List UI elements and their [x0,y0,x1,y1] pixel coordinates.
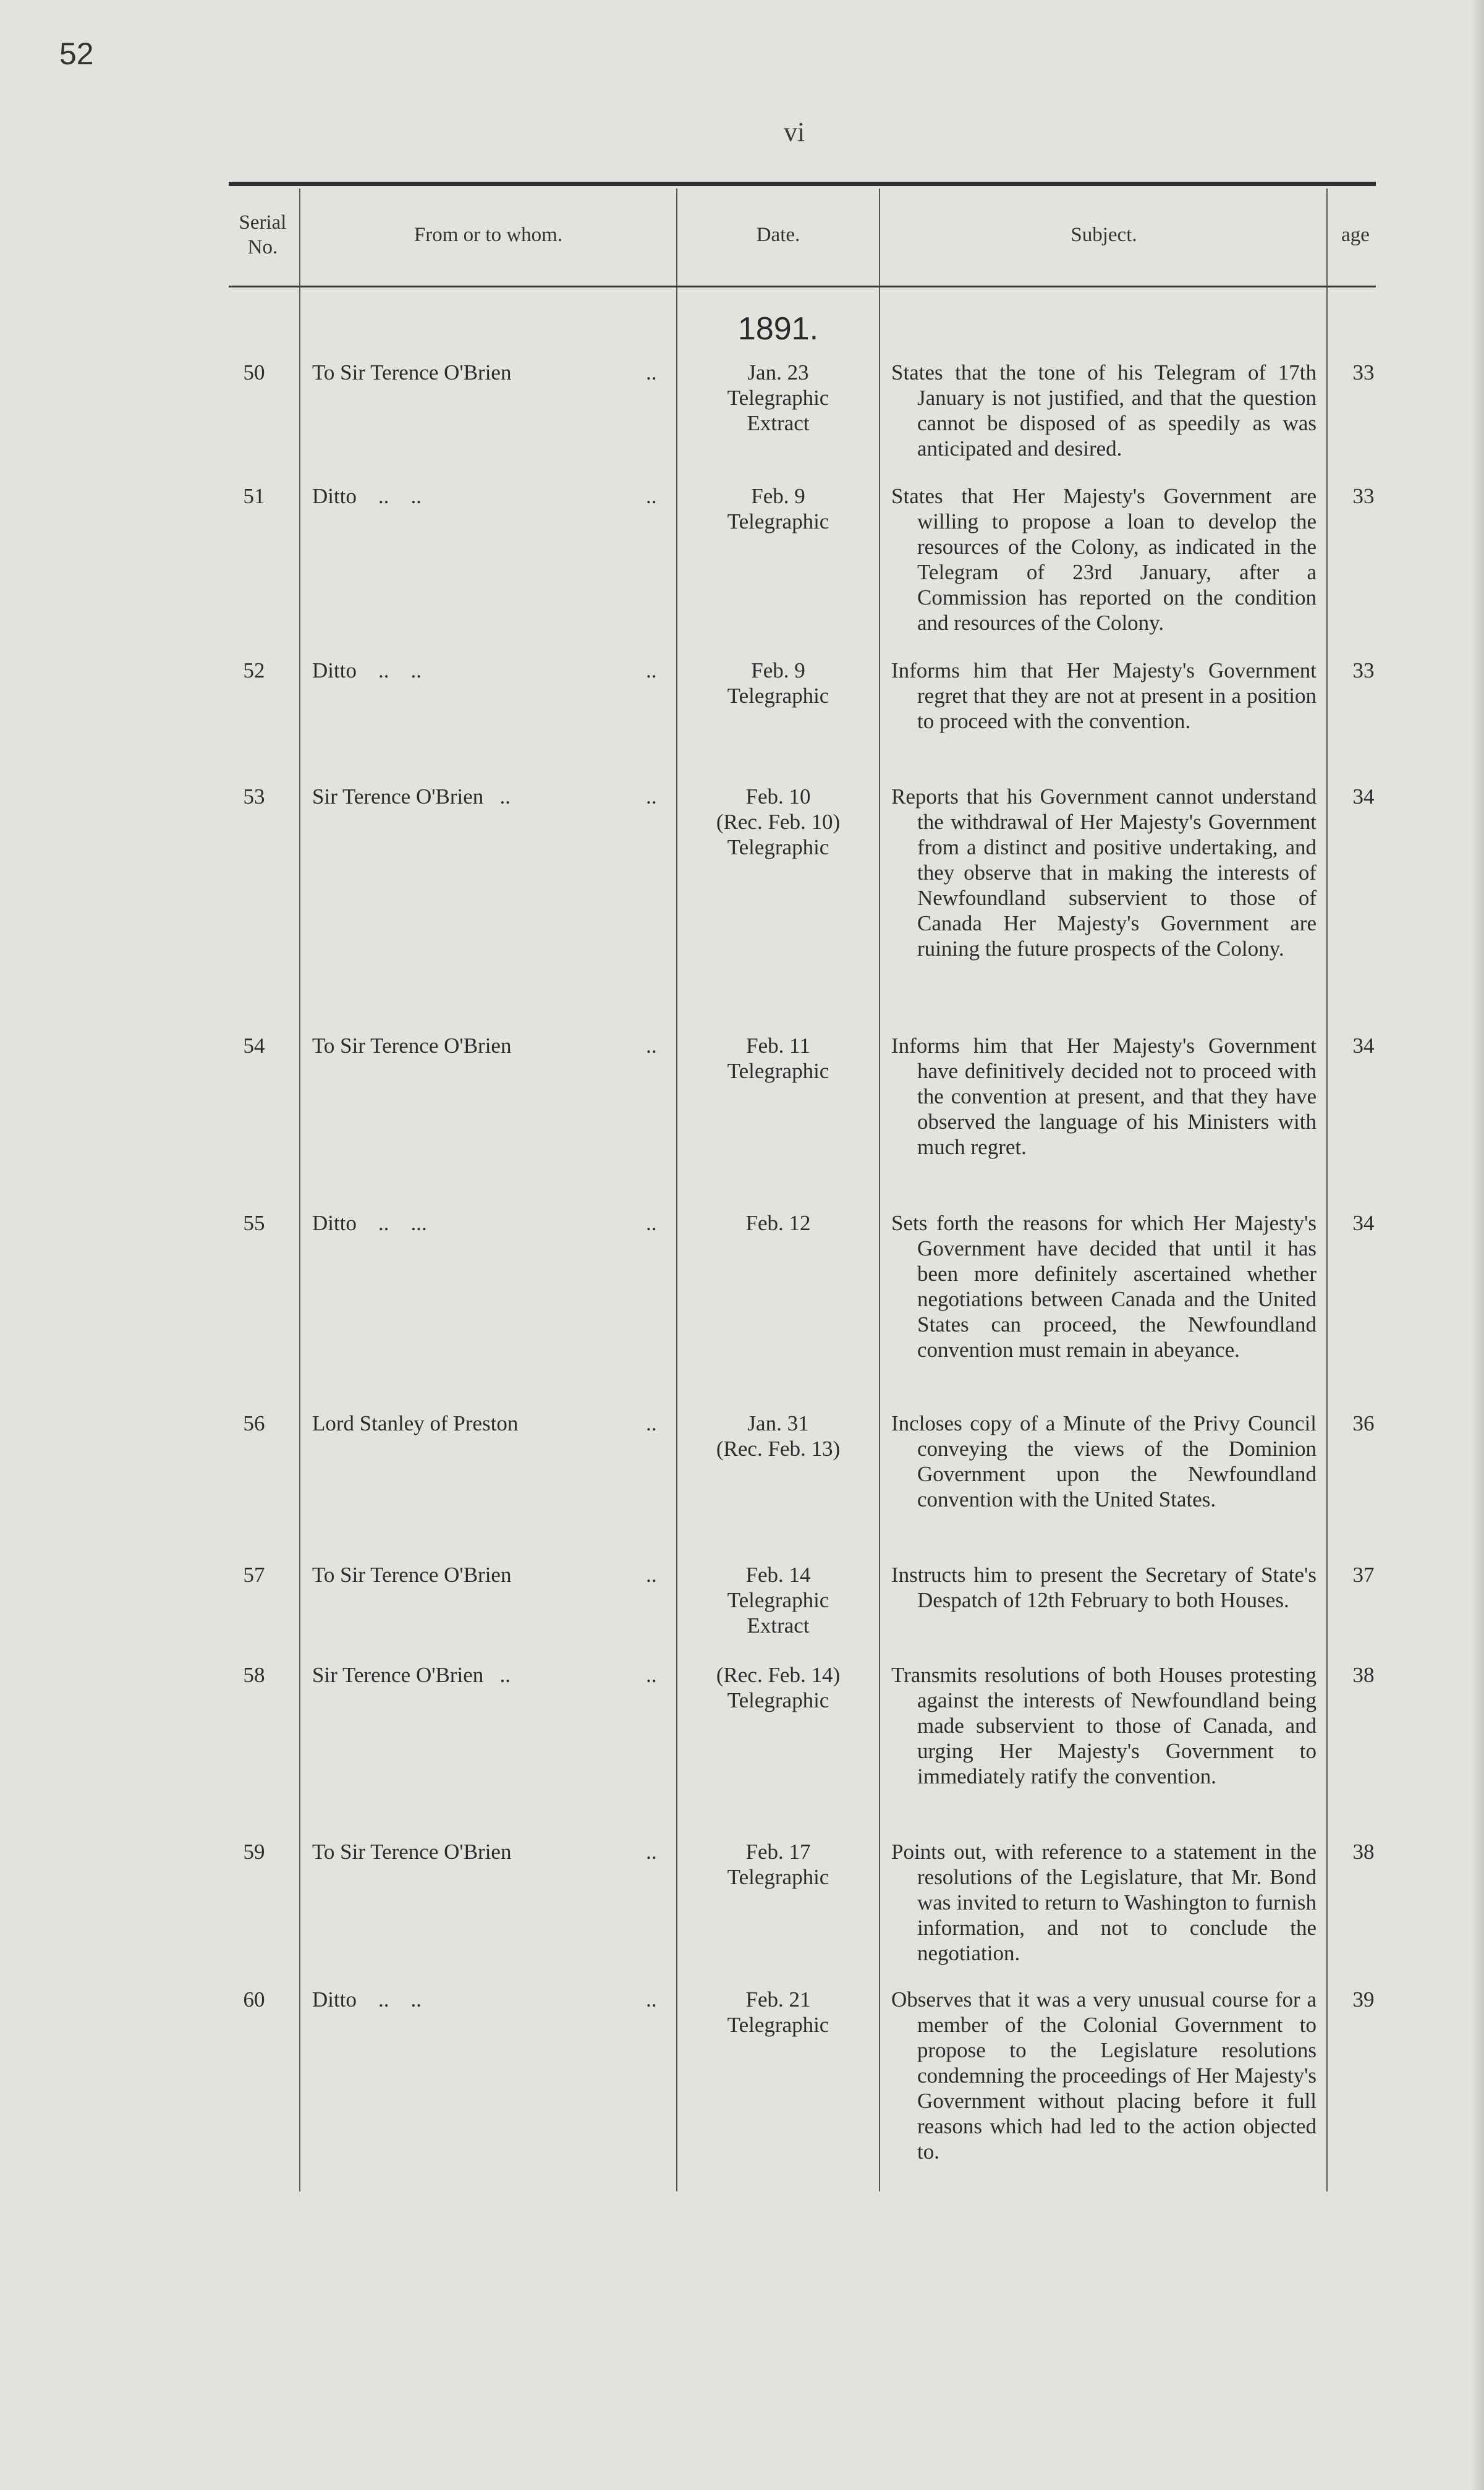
page-reference: 34 [1352,1211,1375,1235]
serial-number: 53 [243,784,265,809]
page-reference: 38 [1352,1663,1375,1687]
correspondent-name: Ditto .. .. [312,1987,422,2012]
subject-summary [891,1839,1317,1966]
column-divider-date [879,189,880,2191]
correspondent-name: Lord Stanley of Preston [312,1411,519,1435]
page-number: 52 [59,36,94,71]
subject-summary [891,1411,1317,1512]
letter-date: Feb. 10 (Rec. Feb. 10) Telegraphic [716,784,841,859]
correspondent-name: Sir Terence O'Brien .. [312,784,511,809]
subject-summary [891,1033,1317,1160]
correspondent [312,1411,657,1436]
leader-dots: .. [646,658,657,682]
leader-dots: .. [646,1663,657,1687]
correspondent-name: Sir Terence O'Brien .. [312,1663,511,1687]
leader-dots: .. [646,1987,657,2012]
correspondent [312,360,657,385]
page-reference: 34 [1352,1034,1375,1058]
subject-text: Informs him that Her Majesty's Government have definitively decided not to proceed with the convention at present, and that they have observed the language of his Ministers with much regret. [891,1034,1317,1159]
correspondent-name: To Sir Terence O'Brien [312,1840,512,1864]
subject-text: Transmits resolutions of both Houses protesting against the interests of Newfoundland being made subservient to those of Canada, and urging Her Majesty's Government to immediately ratify the convention. [891,1663,1317,1788]
subject-summary [891,1987,1317,2164]
letter-date: Feb. 9 Telegraphic [727,658,829,708]
section-roman-numeral: vi [784,117,805,147]
header-bottom-rule [229,286,1376,287]
serial-number: 57 [243,1563,265,1587]
leader-dots: .. [646,484,657,508]
page-reference: 33 [1352,484,1375,508]
correspondent-name: Ditto .. .. [312,484,422,508]
leader-dots: .. [646,1034,657,1058]
letter-date: Jan. 31 (Rec. Feb. 13) [716,1411,841,1461]
serial-number: 56 [243,1411,265,1435]
subject-text: States that the tone of his Telegram of 17th January is not justified, and that the question cannot be disposed of as speedily as was anticipated and desired. [891,360,1317,461]
correspondent-name: To Sir Terence O'Brien [312,1563,512,1587]
letter-date: Feb. 9 Telegraphic [727,484,829,533]
leader-dots: .. [646,1840,657,1864]
subject-text: Informs him that Her Majesty's Government regret that they are not at present in a position to proceed with the convention. [891,658,1317,733]
page-reference: 37 [1352,1563,1375,1587]
serial-number: 60 [243,1987,265,2012]
serial-number: 54 [243,1034,265,1058]
correspondent [312,1033,657,1058]
header-page: age [1341,224,1370,246]
subject-summary [891,1210,1317,1362]
page-reference: 33 [1352,658,1375,682]
page-reference: 38 [1352,1840,1375,1864]
serial-number: 55 [243,1211,265,1235]
column-divider-serial [299,189,300,2191]
correspondent-name: To Sir Terence O'Brien [312,1034,512,1058]
letter-date: (Rec. Feb. 14) Telegraphic [716,1663,841,1712]
serial-number: 59 [243,1840,265,1864]
correspondent [312,784,657,809]
leader-dots: .. [646,360,657,385]
correspondent-name: Ditto .. ... [312,1211,427,1235]
correspondent [312,1987,657,2012]
page-reference: 33 [1352,360,1375,385]
correspondent [312,658,657,683]
letter-date: Feb. 11 Telegraphic [727,1034,829,1083]
subject-text: Instructs him to present the Secretary of State's Despatch of 12th February to both Houses. [891,1563,1317,1612]
letter-date: Feb. 12 [745,1211,811,1235]
subject-summary [891,1662,1317,1789]
page-edge-shadow [1472,0,1484,2490]
correspondent [312,1562,657,1587]
subject-text: Sets forth the reasons for which Her Majesty's Government have decided that until it has been more definitely ascertained whether negotiations between Canada and the United States can proceed, the Newfoundland convention must remain in abeyance. [891,1211,1317,1362]
correspondent [312,1210,657,1236]
serial-number: 58 [243,1663,265,1687]
leader-dots: .. [646,784,657,809]
subject-text: States that Her Majesty's Government are willing to propose a loan to develop the resources of the Colony, as indicated in the Telegram of 23rd January, after a Commission has reported on the condition and resources of the Colony. [891,484,1317,635]
serial-number: 51 [243,484,265,508]
correspondent [312,1839,657,1864]
letter-date: Jan. 23 Telegraphic Extract [727,360,829,435]
subject-summary [891,483,1317,635]
serial-number: 50 [243,360,265,385]
letter-date: Feb. 21 Telegraphic [727,1987,829,2037]
subject-text: Reports that his Government cannot understand the withdrawal of Her Majesty's Government from a distinct and positive undertaking, and they observe that in making the interests of Newfoundland subservient to those of Canada Her Majesty's Government are ruining the future prospects of the Colony. [891,784,1317,961]
subject-text: Points out, with reference to a statement in the resolutions of the Legislature, that Mr. Bond was invited to return to Washington to furnish information, and not to conclude the negotiation. [891,1840,1317,1965]
leader-dots: .. [646,1563,657,1587]
column-divider-subject [1326,189,1328,2191]
page-reference: 36 [1352,1411,1375,1435]
letter-date: Feb. 17 Telegraphic [727,1840,829,1889]
subject-summary [891,784,1317,961]
correspondent [312,1662,657,1688]
letter-date: Feb. 14 Telegraphic Extract [727,1563,829,1638]
subject-summary [891,658,1317,734]
header-from: From or to whom. [413,224,563,246]
page-reference: 39 [1352,1987,1375,2012]
header-serial: Serial No. [239,211,287,258]
subject-text: Incloses copy of a Minute of the Privy Council conveying the views of the Dominion Government upon the Newfoundland convention with the United States. [891,1411,1317,1511]
subject-text: Observes that it was a very unusual course for a member of the Colonial Government to propose to the Legislature resolutions condemning the proceedings of Her Majesty's Government without placing before it full reasons which had led to the action objected to. [891,1987,1317,2164]
leader-dots: .. [646,1411,657,1435]
page-reference: 34 [1352,784,1375,809]
leader-dots: .. [646,1211,657,1235]
table-top-rule [229,182,1376,186]
correspondent-name: To Sir Terence O'Brien [312,360,512,385]
year-heading: 1891. [737,311,819,347]
header-date: Date. [756,224,800,246]
subject-summary [891,360,1317,461]
correspondent-name: Ditto .. .. [312,658,422,682]
subject-summary [891,1562,1317,1613]
serial-number: 52 [243,658,265,682]
column-divider-from [676,189,677,2191]
header-subject: Subject. [1071,224,1137,246]
correspondent [312,483,657,509]
